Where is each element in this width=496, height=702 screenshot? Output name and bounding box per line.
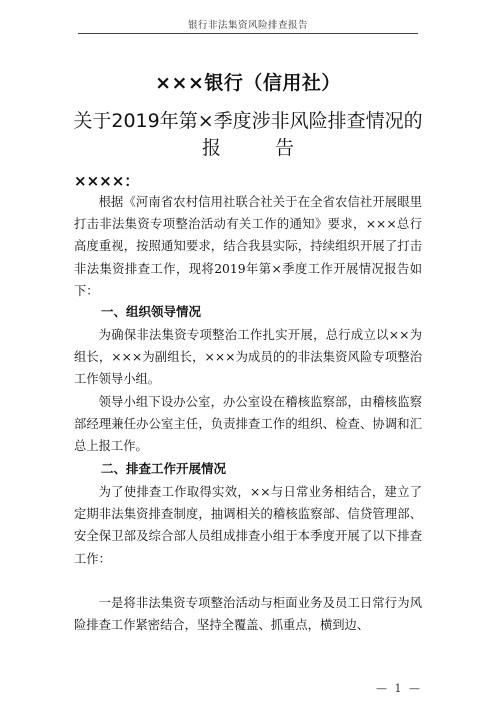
running-header: 银行非法集资风险排查报告 xyxy=(187,20,308,31)
section-heading-organization: 一、组织领导情况 xyxy=(101,304,202,319)
section-heading-investigation: 二、排查工作开展情况 xyxy=(101,461,227,476)
section2-paragraph-2: 一是将非法集资专项整治活动与柜面业务及员工日常行为风险排查工作紧密结合，坚持全覆盖、抓重点，横到边、 xyxy=(74,596,422,633)
intro-paragraph: 根据《河南省农村信用社联合社关于在全省农信社开展眼里打击非法集资专项整治活动有关工作的通知》要求，×××总行高度重视，按照通知要求，结合我县实际，持续组织开展了打击非法集资排查工作，现将2019年第×季度工作开展情况报告如下： xyxy=(74,195,422,298)
header-divider xyxy=(78,33,418,34)
section2-paragraph-1: 为了使排查工作取得实效，××与日常业务相结合，建立了定期非法集资排查制度，抽调相关的稽核监察部、信贷管理部、安全保卫部及综合部人员组成排查小组于本季度开展了以下排查工作： xyxy=(74,485,422,566)
document-title-organization: ×××银行（信用社） xyxy=(155,72,341,94)
page-number: — 1 — xyxy=(376,682,422,695)
salutation: ××××： xyxy=(74,172,140,190)
section1-paragraph-2: 领导小组下设办公室，办公室设在稽核监察部，由稽核监察部经理兼任办公室主任，负责排查工作的组织、检查、协调和汇总上报工作。 xyxy=(74,395,422,454)
document-title-report: 报告 xyxy=(201,137,348,159)
document-title: 关于2019年第×季度涉非风险排查情况的 xyxy=(73,110,423,132)
section1-paragraph-1: 为确保非法集资专项整治工作扎实开展，总行成立以××为组长，×××为副组长，×××为成员的的非法集资风险专项整治工作领导小组。 xyxy=(74,328,422,387)
